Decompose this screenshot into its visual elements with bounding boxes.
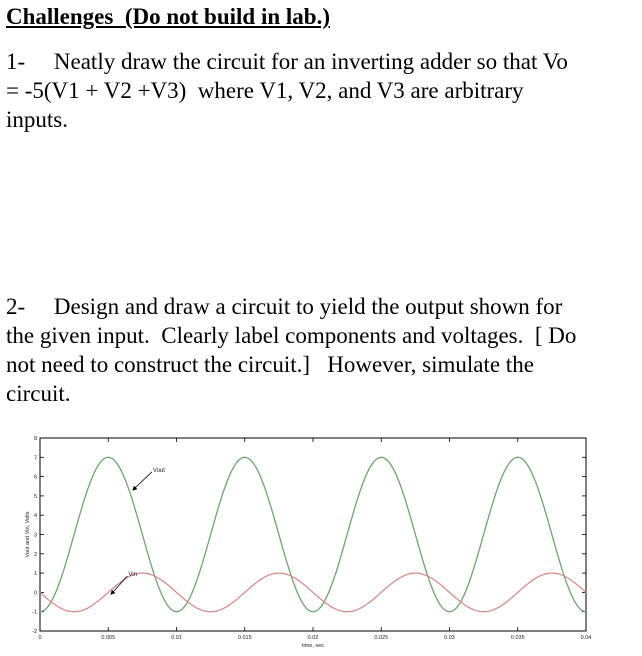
page-heading: Challenges (Do not build in lab.) (6, 4, 330, 29)
annotation-label-vout: Vout (152, 467, 165, 474)
series-layer (40, 457, 586, 611)
y-axis-label: Vout and Vin, Volts (25, 511, 31, 558)
annotation-arrow-vout (133, 472, 152, 490)
y-tick-label: -2 (32, 629, 37, 635)
waveform-chart (0, 428, 642, 651)
x-tick-label: 0.025 (374, 635, 389, 641)
x-tick-label: 0.01 (171, 635, 182, 641)
y-tick-label: 0 (33, 590, 37, 597)
waveform-chart-svg (0, 428, 642, 651)
series-line-vout (40, 457, 586, 611)
y-tick-label: 6 (33, 474, 37, 481)
y-tick-label: 4 (33, 513, 37, 520)
problem-2-line-2: the given input. Clearly label components and voltages. [ Do (6, 323, 577, 348)
x-tick-label: 0 (38, 635, 42, 641)
problem-1-line-1: 1- Neatly draw the circuit for an inverting adder so that Vo (6, 49, 568, 74)
y-tick-label: 1 (33, 571, 37, 578)
y-tick-label: 3 (33, 532, 37, 539)
x-tick-label: 0.035 (510, 635, 525, 641)
problem-1 (6, 47, 642, 134)
y-tick-label: -1 (32, 609, 37, 616)
x-axis-label: time, sec (301, 643, 325, 649)
problem-2-line-1: 2- Design and draw a circuit to yield the output shown for (6, 294, 563, 319)
y-tick-label: 2 (33, 551, 37, 558)
x-tick-label: 0.015 (237, 635, 252, 641)
x-tick-label: 0.02 (307, 635, 319, 641)
problem-2-line-3: not need to construct the circuit.] However, simulate the (6, 352, 534, 377)
annotation-layer (111, 468, 165, 595)
problem-2-line-4: circuit. (6, 381, 71, 406)
plot-frame (40, 438, 586, 631)
y-tick-label: 7 (33, 455, 37, 462)
annotation-arrow-vin (111, 576, 127, 594)
y-tick-label: 8 (33, 436, 37, 442)
problem-1-line-3: inputs. (6, 107, 68, 132)
y-tick-label: 5 (33, 493, 37, 500)
annotation-label-vin: Vin (128, 572, 137, 579)
x-tick-label: 0.04 (580, 635, 592, 641)
series-line-vin (40, 573, 586, 612)
problem-1-line-2: = -5(V1 + V2 +V3) where V1, V2, and V3 are arbitrary (6, 78, 524, 103)
x-tick-label: 0.005 (101, 635, 116, 641)
problem-2 (6, 292, 642, 408)
x-tick-label: 0.03 (444, 635, 455, 641)
